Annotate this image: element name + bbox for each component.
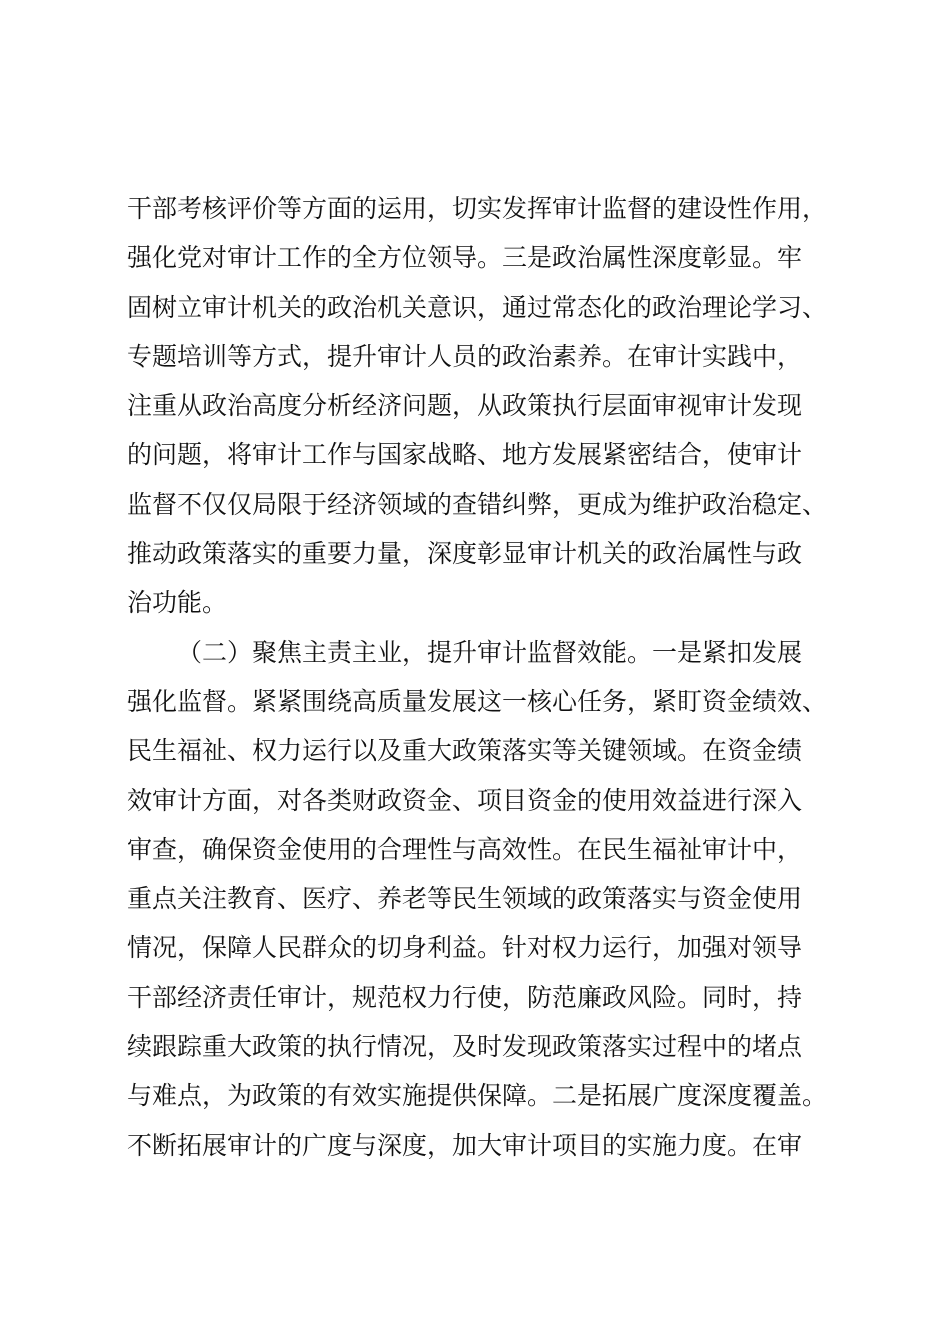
text-line: 专题培训等方式，提升审计人员的政治素养。在审计实践中， <box>127 341 803 371</box>
text-line: 重点关注教育、医疗、养老等民生领域的政策落实与资金使用 <box>127 884 803 914</box>
text-line: 固树立审计机关的政治机关意识，通过常态化的政治理论学习、 <box>127 292 828 322</box>
text-line: 监督不仅仅局限于经济领域的查错纠弊，更成为维护政治稳定、 <box>127 489 828 519</box>
text-line: 审查，确保资金使用的合理性与高效性。在民生福祉审计中， <box>127 834 803 864</box>
text-line: 强化党对审计工作的全方位领导。三是政治属性深度彰显。牢 <box>127 243 803 273</box>
text-line: 的问题，将审计工作与国家战略、地方发展紧密结合，使审计 <box>127 440 803 470</box>
text-line: 续跟踪重大政策的执行情况，及时发现政策落实过程中的堵点 <box>127 1032 803 1062</box>
section-heading-line: （二）聚焦主责主业，提升审计监督效能。一是紧扣发展 <box>177 637 803 667</box>
text-line: 治功能。 <box>127 588 228 618</box>
text-line: 强化监督。紧紧围绕高质量发展这一核心任务，紧盯资金绩效、 <box>127 686 828 716</box>
text-line: 推动政策落实的重要力量，深度彰显审计机关的政治属性与政 <box>127 539 803 569</box>
text-line: 干部经济责任审计，规范权力行使，防范廉政风险。同时，持 <box>127 982 803 1012</box>
text-line: 民生福祉、权力运行以及重大政策落实等关键领域。在资金绩 <box>127 736 803 766</box>
text-line: 情况，保障人民群众的切身利益。针对权力运行，加强对领导 <box>127 933 803 963</box>
text-line: 与难点，为政策的有效实施提供保障。二是拓展广度深度覆盖。 <box>127 1081 828 1111</box>
text-line: 注重从政治高度分析经济问题，从政策执行层面审视审计发现 <box>127 391 803 421</box>
text-line: 干部考核评价等方面的运用，切实发挥审计监督的建设性作用， <box>127 194 828 223</box>
text-line: 不断拓展审计的广度与深度，加大审计项目的实施力度。在审 <box>127 1130 803 1160</box>
body-text <box>127 184 867 1170</box>
text-line: 效审计方面，对各类财政资金、项目资金的使用效益进行深入 <box>127 785 803 815</box>
